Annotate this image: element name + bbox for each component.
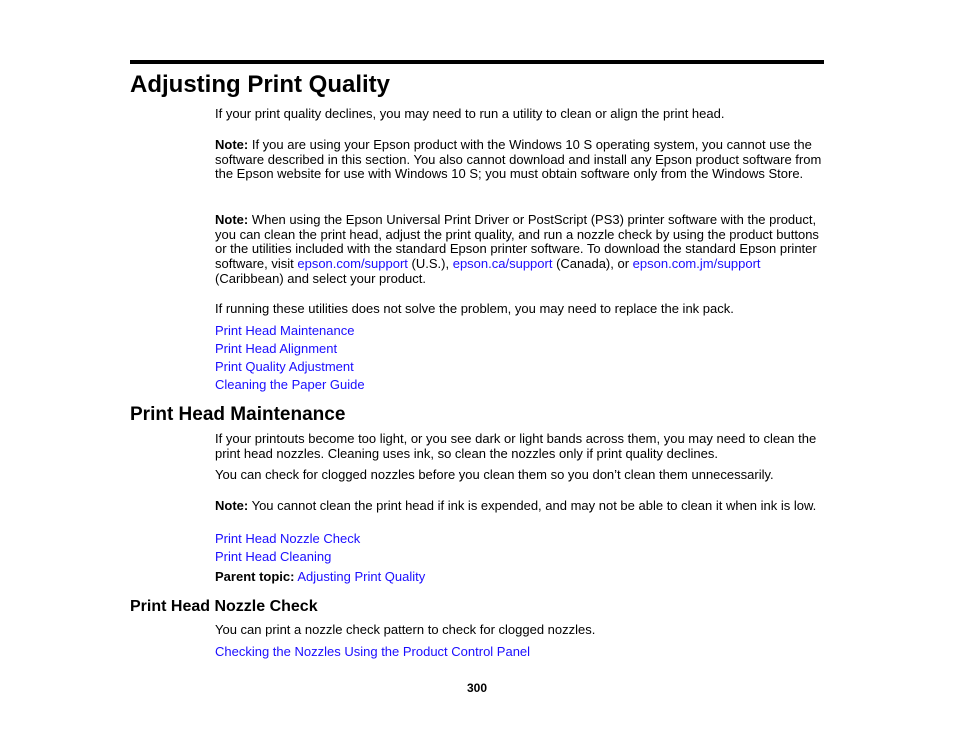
maintenance-paragraph: If your printouts become too light, or you see dark or light bands across them, you may need to clean the print head nozzles. Cleaning uses ink, so clean the nozzles only if print quality declines. (215, 431, 817, 461)
note-text: When using the Epson Universal Print Driver or PostScript (PS3) printer software with the product, you can clean the print head, adjust the print quality, and run a nozzle check by using the product buttons or the utilities included with the standard Epson printer software. To download the standard Epson printer software, visit (215, 212, 819, 272)
link-epson-ca-support[interactable]: epson.ca/support (452, 256, 553, 272)
clogged-nozzles-paragraph: You can check for clogged nozzles before you clean them so you don’t clean them unnecessarily. (215, 467, 774, 482)
link-print-head-nozzle-check[interactable]: Print Head Nozzle Check (215, 531, 361, 546)
section-heading-maintenance: Print Head Maintenance (130, 404, 346, 425)
ink-pack-paragraph: If running these utilities does not solve the problem, you may need to replace the ink pack. (215, 301, 734, 316)
note-text: You cannot clean the print head if ink is expended, and may not be able to clean it when ink is low. (248, 498, 817, 513)
link-cleaning-paper-guide[interactable]: Cleaning the Paper Guide (215, 377, 365, 392)
link-print-head-maintenance[interactable]: Print Head Maintenance (215, 323, 355, 338)
intro-paragraph: If your print quality declines, you may need to run a utility to clean or align the print head. (215, 106, 725, 121)
parent-topic-label: Parent topic: (215, 569, 295, 584)
link-print-head-cleaning[interactable]: Print Head Cleaning (215, 549, 332, 564)
note-text: (Canada), or (552, 256, 633, 272)
note-label: Note: (215, 212, 249, 227)
note-windows-10s (215, 138, 827, 182)
link-print-quality-adjustment[interactable]: Print Quality Adjustment (215, 359, 354, 374)
note-text: If you are using your Epson product with the Windows 10 S operating system, you cannot use the software described in this section. You also cannot download and install any Epson product software from the Epson website for use with Windows 10 S; you must obtain software only from the Windows Store. (215, 137, 822, 182)
link-epson-jm-support[interactable]: epson.com.jm/support (632, 256, 761, 272)
link-checking-nozzles-control-panel[interactable]: Checking the Nozzles Using the Product Control Panel (215, 644, 531, 659)
note-label: Note: (215, 498, 249, 513)
nozzle-check-paragraph: You can print a nozzle check pattern to check for clogged nozzles. (215, 622, 596, 637)
page-number: 300 (466, 681, 488, 695)
note-ink-expended (215, 499, 827, 514)
section-heading-nozzle-check: Print Head Nozzle Check (130, 598, 318, 615)
page-title: Adjusting Print Quality (130, 71, 391, 98)
parent-topic (215, 570, 827, 585)
note-universal-driver (215, 213, 827, 287)
link-print-head-alignment[interactable]: Print Head Alignment (215, 341, 338, 356)
link-epson-us-support[interactable]: epson.com/support (297, 256, 408, 272)
note-label: Note: (215, 137, 249, 152)
note-text: (Caribbean) and select your product. (215, 270, 427, 286)
title-rule (130, 60, 824, 64)
note-text: (U.S.), (407, 256, 453, 272)
link-parent-adjusting-print-quality[interactable]: Adjusting Print Quality (297, 569, 426, 584)
